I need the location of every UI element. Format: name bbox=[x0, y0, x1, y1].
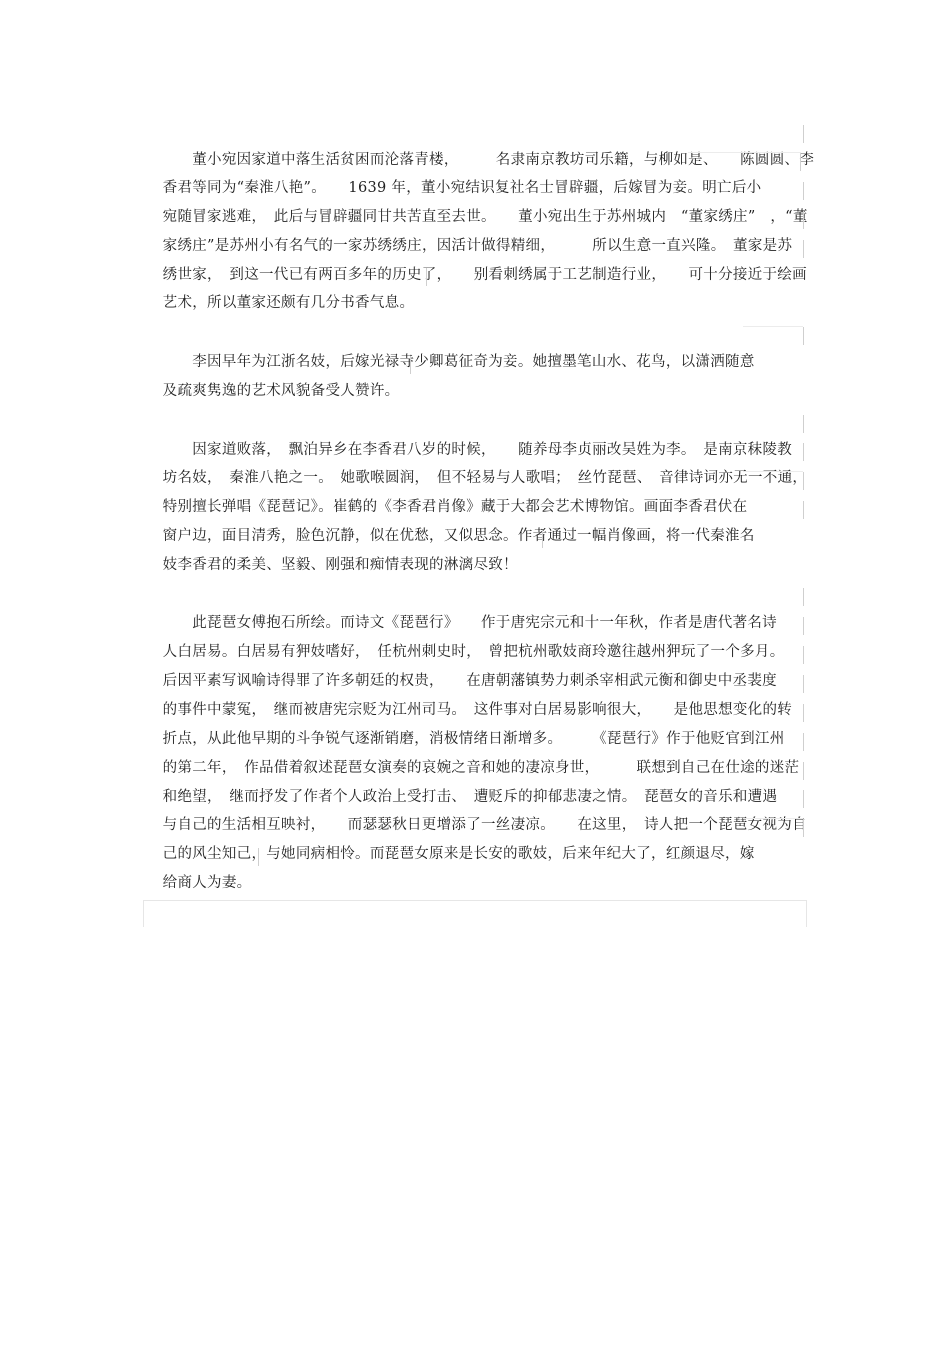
empty-text-frame bbox=[143, 900, 807, 927]
paragraph-4-line-7 bbox=[143, 758, 778, 805]
line-end-rule bbox=[803, 704, 804, 722]
line-text: 的第二年， 作品借着叙述琵琶女演奏的哀婉之音和她的凄凉身世， 联想到自己在仕途的迷茫 bbox=[162, 760, 800, 776]
line-end-rule bbox=[803, 819, 804, 837]
line-text: 给商人为妻。 bbox=[162, 875, 252, 891]
line-text: 宛随冒家逃难， 此后与冒辟疆同甘共苦直至去世。 董小宛出生于苏州城内 “董家绣庄” ，“董 bbox=[162, 209, 808, 225]
line-end-rule bbox=[803, 762, 804, 780]
line-text: 后因平素写讽喻诗得罪了许多朝廷的权贵， 在唐朝藩镇势力刺杀宰相武元衡和御史中丞裴度 bbox=[162, 673, 777, 689]
line-end-rule bbox=[542, 530, 543, 548]
line-end-rule bbox=[258, 848, 259, 866]
line-text: 与自己的生活相互映衬， 而瑟瑟秋日更增添了一丝凄凉。 在这里， 诗人把一个琵琶女视为自 bbox=[162, 817, 807, 833]
line-end-rule bbox=[743, 471, 803, 472]
line-text: 人白居易。白居易有狎妓嗜好， 任杭州刺史时， 曾把杭州歌妓商玲邀往越州狎玩了一个多月。 bbox=[162, 644, 785, 660]
paragraph-4-line-9 bbox=[143, 815, 755, 862]
line-text: 坊名妓， 秦淮八艳之一。 她歌喉圆润， 但不轻易与人歌唱； 丝竹琵琶、 音律诗词亦无一不通， bbox=[162, 470, 808, 486]
paragraph-3-line-4 bbox=[143, 497, 755, 544]
paragraph-3-line-5 bbox=[143, 526, 518, 573]
line-end-rule bbox=[803, 675, 804, 693]
line-end-rule bbox=[800, 153, 801, 171]
line-text: 窗户边，面目清秀，脸色沉静，似在优愁，又似思念。作者通过一幅肖像画，将一代秦淮名 bbox=[162, 528, 755, 544]
paragraph-4-line-1 bbox=[143, 584, 777, 631]
line-end-rule bbox=[688, 152, 801, 153]
line-end-rule bbox=[803, 472, 804, 490]
line-text: 的事件中蒙冤， 继而被唐宪宗贬为江州司马。 这件事对白居易影响很大， 是他思想变化的转 bbox=[162, 702, 793, 718]
paragraph-2-line-2 bbox=[143, 352, 400, 399]
line-text: 董小宛因家道中落生活贫困而沦落青楼， 名隶南京教坊司乐籍，与柳如是、 陈圆圆、李 bbox=[162, 152, 815, 168]
line-end-rule bbox=[803, 501, 804, 519]
line-text: 香君等同为“秦淮八艳”。 1639 年，董小宛结识复社名士冒辟疆，后嫁冒为妾。明亡后小 bbox=[162, 180, 762, 196]
line-text: 折点，从此他早期的斗争锐气逐渐销磨，消极情绪日渐增多。 《琵琶行》作于他贬官到江州 bbox=[162, 731, 785, 747]
paragraph-4-line-4 bbox=[143, 671, 793, 718]
line-text: 绣世家， 到这一代已有两百多年的历史了， 别看刺绣属于工艺制造行业， 可十分接近于绘画 bbox=[162, 267, 807, 283]
line-text: 和绝望， 继而抒发了作者个人政治上受打击、 遭贬斥的抑郁悲凄之情。 琵琶女的音乐和遭遇 bbox=[162, 789, 778, 805]
paragraph-1-line-2 bbox=[143, 149, 762, 196]
paragraph-1-line-6 bbox=[143, 264, 415, 311]
paragraph-4-line-10 bbox=[143, 844, 252, 891]
line-end-rule bbox=[743, 818, 803, 819]
line-end-rule bbox=[426, 268, 427, 286]
line-text: 因家道败落， 飘泊异乡在李香君八岁的时候， 随养母李贞丽改吴姓为李。 是南京秣陵教 bbox=[162, 442, 793, 458]
line-text: 艺术，所以董家还颇有几分书香气息。 bbox=[162, 295, 415, 311]
line-end-rule bbox=[803, 125, 804, 143]
line-end-rule bbox=[803, 182, 804, 200]
line-text: 及疏爽隽逸的艺术风貌备受人赞许。 bbox=[162, 383, 400, 399]
paragraph-3-line-3 bbox=[143, 468, 748, 515]
paragraph-1-line-1 bbox=[143, 121, 815, 168]
paragraph-1-line-3 bbox=[143, 178, 808, 225]
line-text: 此琵琶女傅抱石所绘。而诗文《琵琶行》 作于唐宪宗元和十一年秋，作者是唐代著名诗 bbox=[162, 615, 777, 631]
paragraph-1-line-5 bbox=[143, 236, 807, 283]
paragraph-3-line-2 bbox=[143, 439, 808, 486]
line-text: 己的风尘知己，与她同病相怜。而琵琶女原来是长安的歌妓，后来年纪大了，红颜退尽，嫁 bbox=[162, 846, 755, 862]
line-end-rule bbox=[803, 617, 804, 635]
line-end-rule bbox=[803, 327, 804, 345]
line-end-rule bbox=[803, 443, 804, 461]
line-end-rule bbox=[803, 646, 804, 664]
line-end-rule bbox=[410, 356, 411, 374]
line-end-rule bbox=[803, 240, 804, 258]
line-end-rule bbox=[743, 326, 803, 327]
paragraph-4-line-5 bbox=[143, 700, 785, 747]
paragraph-4-line-2 bbox=[143, 613, 785, 660]
paragraph-3-line-1 bbox=[143, 411, 793, 458]
line-end-rule bbox=[803, 211, 804, 229]
line-text: 妓李香君的柔美、坚毅、刚强和痴情表现的淋漓尽致！ bbox=[162, 557, 518, 573]
line-text: 特别擅长弹唱《琵琶记》。崔鹤的《李香君肖像》藏于大都会艺术博物馆。画面李香君伏在 bbox=[162, 499, 748, 515]
line-end-rule bbox=[803, 733, 804, 751]
paragraph-4-line-8 bbox=[143, 786, 807, 833]
paragraph-4-line-6 bbox=[143, 729, 800, 776]
paragraph-1-line-4 bbox=[143, 207, 793, 254]
line-text: 家绣庄”是苏州小有名气的一家苏绣绣庄，因活计做得精细， 所以生意一直兴隆。 董家是苏 bbox=[162, 238, 793, 254]
line-end-rule bbox=[803, 790, 804, 808]
paragraph-4-line-3 bbox=[143, 642, 777, 689]
line-end-rule bbox=[803, 588, 804, 606]
line-end-rule bbox=[803, 415, 804, 433]
paragraph-2-line-1 bbox=[143, 323, 755, 370]
line-text: 李因早年为江浙名妓，后嫁光禄寺少卿葛征奇为妾。她擅墨笔山水、花鸟，以潇洒随意 bbox=[162, 354, 755, 370]
